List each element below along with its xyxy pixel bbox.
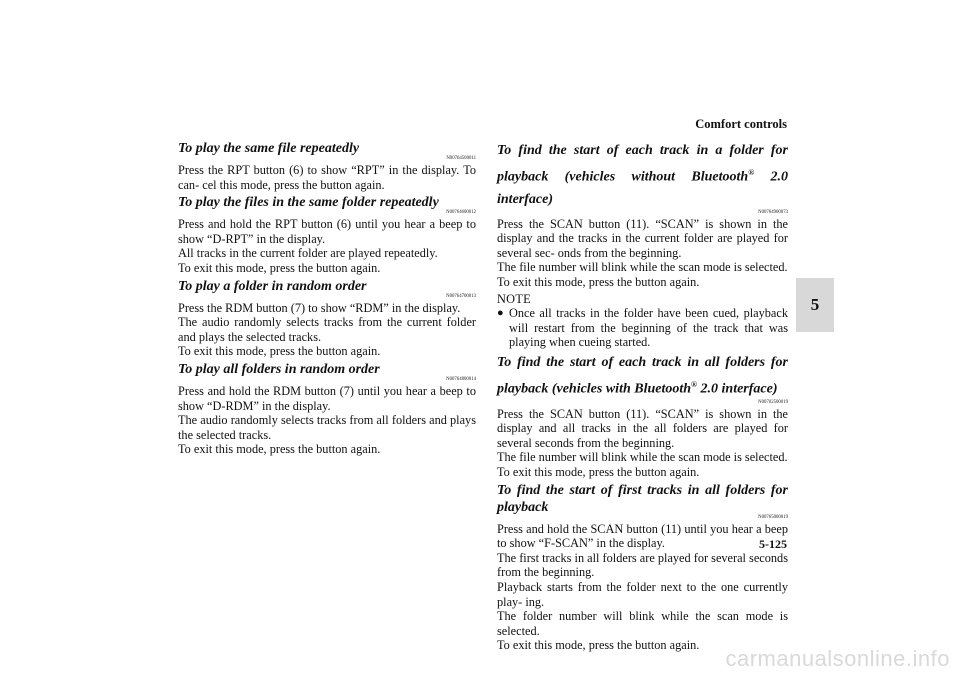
page-number: 5-125 xyxy=(759,537,787,551)
paragraph: To exit this mode, press the button again. xyxy=(178,344,381,359)
section-code: N00765000019 xyxy=(758,514,788,520)
section-code: N00764800014 xyxy=(446,376,476,382)
section-heading xyxy=(497,352,788,401)
paragraph: All tracks in the current folder are played repeatedly. xyxy=(178,246,438,261)
paragraph: To exit this mode, press the button again. xyxy=(178,442,381,457)
paragraph: The audio randomly selects tracks from the current folder and plays the selected tracks. xyxy=(178,315,476,344)
registered-mark: ® xyxy=(691,380,698,389)
section-code: N00764600012 xyxy=(446,210,476,216)
paragraph: To exit this mode, press the button again. xyxy=(497,638,700,653)
section-heading: To play all folders in random order xyxy=(178,361,380,377)
registered-mark: ® xyxy=(748,168,755,177)
section-heading xyxy=(497,140,788,211)
paragraph: To exit this mode, press the button again. xyxy=(497,465,700,480)
heading-text: 2.0 interface) xyxy=(497,169,788,207)
section-heading: To play the files in the same folder repeatedly xyxy=(178,195,439,211)
section-code: N00702500019 xyxy=(758,399,788,405)
running-header: Comfort controls xyxy=(695,117,787,131)
section-heading: To play the same file repeatedly xyxy=(178,141,360,156)
paragraph: The first tracks in all folders are played for several seconds from the beginning. xyxy=(497,550,788,580)
paragraph: Playback starts from the folder next to the one currently play- ing. xyxy=(497,580,788,609)
heading-text: To find the start of each track in all folders for playback (vehicles with Bluetooth xyxy=(497,355,788,397)
paragraph: Press the SCAN button (11). “SCAN” is shown in the display and the tracks in the current folder are played for several sec- onds from the beginning. xyxy=(497,216,788,260)
paragraph: Press the RPT button (6) to show “RPT” in the display. To can- cel this mode, press the button again. xyxy=(178,163,476,192)
paragraph: The file number will blink while the scan mode is selected. xyxy=(497,450,788,465)
paragraph: Press and hold the RPT button (6) until you hear a beep to show “D-RPT” in the display. xyxy=(178,217,476,246)
section-code: N00764900073 xyxy=(758,209,788,215)
section-heading: To find the start of first tracks in all folders for playback xyxy=(497,482,788,515)
chapter-tab: 5 xyxy=(796,278,834,332)
section-code: N00764500011 xyxy=(446,156,476,161)
left-column xyxy=(178,140,476,457)
paragraph: Press and hold the SCAN button (11) until you hear a beep to show “F-SCAN” in the display. xyxy=(497,521,788,551)
paragraph: Press the SCAN button (11). “SCAN” is shown in the display and all tracks in the all folders are played for several seconds from the beginning. xyxy=(497,406,788,450)
heading-text: To find the start of each track in a folder for playback (vehicles without Bluetooth xyxy=(497,143,788,185)
paragraph: The folder number will blink while the scan mode is selected. xyxy=(497,609,788,638)
paragraph: To exit this mode, press the button again. xyxy=(178,260,381,275)
heading-text: 2.0 interface) xyxy=(697,381,778,397)
paragraph: The audio randomly selects tracks from all folders and plays the selected tracks. xyxy=(178,413,476,442)
paragraph: The file number will blink while the scan mode is selected. xyxy=(497,260,788,275)
right-column xyxy=(497,140,788,653)
watermark: carmanualsonline.info xyxy=(725,646,950,671)
bullet-icon: ● xyxy=(497,307,504,320)
section-code: N00764700013 xyxy=(446,293,476,299)
note-text: Once all tracks in the folder have been cued, playback will restart from the beginning of the track that was playing when cueing started. xyxy=(509,306,788,350)
paragraph: Press the RDM button (7) to show “RDM” in the display. xyxy=(178,300,461,315)
paragraph: To exit this mode, press the button again. xyxy=(497,275,700,290)
note-item xyxy=(497,306,788,350)
note-label: NOTE xyxy=(497,291,531,306)
paragraph: Press and hold the RDM button (7) until you hear a beep to show “D-RDM” in the display. xyxy=(178,383,476,413)
section-heading: To play a folder in random order xyxy=(178,278,367,294)
